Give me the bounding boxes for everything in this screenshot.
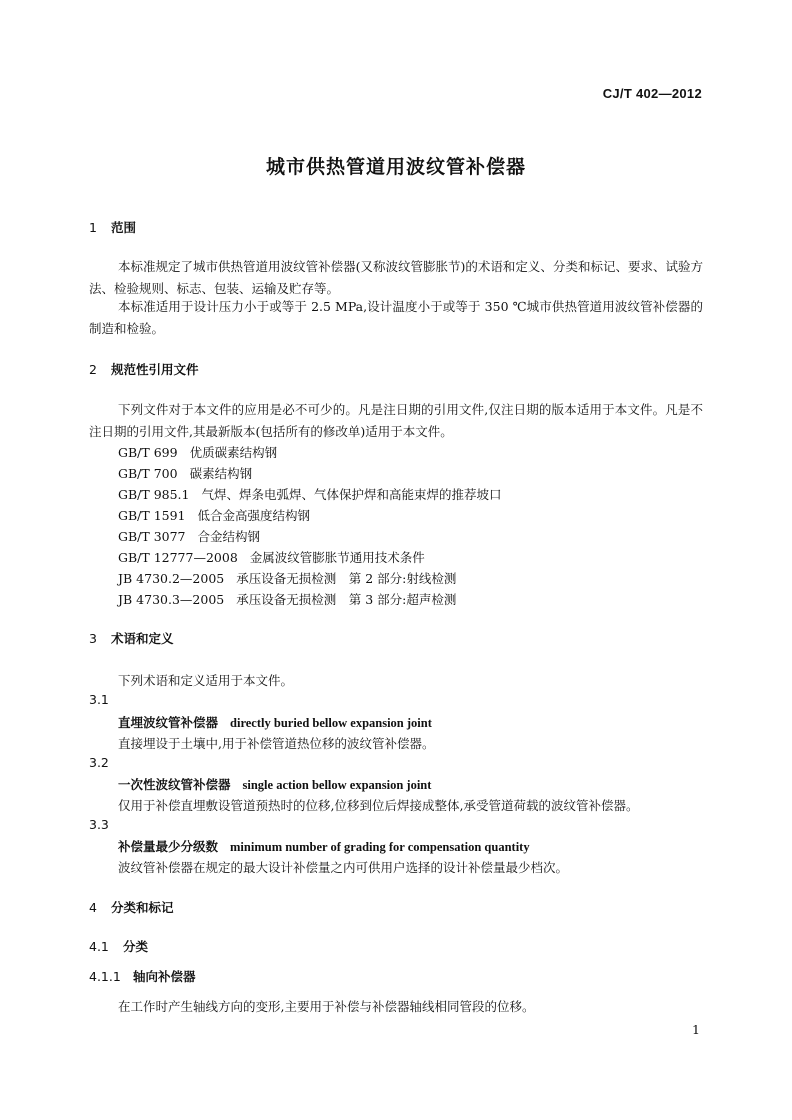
term-definition: 仅用于补偿直埋敷设管道预热时的位移,位移到位后焊接成整体,承受管道荷载的波纹管补偿器。	[118, 798, 639, 813]
reference-item	[118, 443, 277, 461]
reference-name: 承压设备无损检测 第 3 部分:超声检测	[236, 592, 457, 607]
term-number: 3.3	[89, 817, 109, 832]
reference-code: JB 4730.3—2005	[118, 592, 225, 607]
reference-code: GB/T 3077	[118, 529, 186, 544]
reference-item	[118, 485, 502, 503]
section-number: 4	[89, 900, 97, 915]
term-chinese: 一次性波纹管补偿器	[118, 777, 231, 792]
reference-item	[118, 569, 456, 587]
reference-name: 碳素结构钢	[189, 466, 253, 481]
term-definition: 波纹管补偿器在规定的最大设计补偿量之内可供用户选择的设计补偿量最少档次。	[118, 860, 569, 875]
section-title: 分类和标记	[111, 900, 174, 915]
subsection-4-1-heading	[89, 937, 148, 955]
subsection-title: 分类	[123, 939, 149, 954]
section-2-intro: 下列文件对于本文件的应用是必不可少的。凡是注日期的引用文件,仅注日期的版本适用于本文件。凡是不注日期的引用文件,其最新版本(包括所有的修改单)适用于本文件。	[89, 402, 703, 439]
reference-item	[118, 506, 310, 524]
reference-code: GB/T 985.1	[118, 487, 190, 502]
section-4-paragraph: 在工作时产生轴线方向的变形,主要用于补偿与补偿器轴线相同管段的位移。	[118, 999, 535, 1014]
section-title: 规范性引用文件	[111, 362, 199, 377]
section-3-intro: 下列术语和定义适用于本文件。	[118, 673, 294, 688]
term-english: directly buried bellow expansion joint	[230, 716, 432, 730]
term-english: minimum number of grading for compensation quantity	[230, 840, 530, 854]
reference-item	[118, 590, 456, 608]
term-definition: 直接埋设于土壤中,用于补偿管道热位移的波纹管补偿器。	[118, 736, 435, 751]
term-heading	[118, 775, 431, 793]
section-2-heading	[89, 360, 199, 378]
section-1-paragraph-1: 本标准规定了城市供热管道用波纹管补偿器(又称波纹管膨胀节)的术语和定义、分类和标记、要求、试验方法、检验规则、标志、包装、运输及贮存等。	[89, 259, 703, 296]
reference-name: 优质碳素结构钢	[189, 445, 278, 460]
document-code: CJ/T 402—2012	[602, 86, 702, 101]
reference-name: 金属波纹管膨胀节通用技术条件	[249, 550, 425, 565]
term-number: 3.2	[89, 755, 109, 770]
reference-item	[118, 464, 252, 482]
section-1-paragraph-2: 本标准适用于设计压力小于或等于 2.5 MPa,设计温度小于或等于 350 ℃城市供热管道用波纹管补偿器的制造和检验。	[89, 299, 703, 336]
subsection-number: 4.1.1	[89, 969, 121, 984]
page-number: 1	[692, 1022, 700, 1037]
subsection-number: 4.1	[89, 939, 109, 954]
subsection-4-1-1-heading	[89, 967, 196, 985]
section-number: 1	[89, 220, 97, 235]
term-number: 3.1	[89, 692, 109, 707]
section-3-heading	[89, 629, 174, 647]
reference-code: JB 4730.2—2005	[118, 571, 225, 586]
reference-name: 合金结构钢	[197, 529, 261, 544]
reference-name: 气焊、焊条电弧焊、气体保护焊和高能束焊的推荐坡口	[201, 487, 502, 502]
subsection-title: 轴向补偿器	[133, 969, 196, 984]
document-title: 城市供热管道用波纹管补偿器	[265, 156, 526, 178]
reference-code: GB/T 1591	[118, 508, 186, 523]
reference-code: GB/T 12777—2008	[118, 550, 238, 565]
reference-code: GB/T 700	[118, 466, 178, 481]
reference-name: 承压设备无损检测 第 2 部分:射线检测	[236, 571, 457, 586]
section-number: 3	[89, 631, 97, 646]
section-number: 2	[89, 362, 97, 377]
term-chinese: 补偿量最少分级数	[118, 839, 219, 854]
reference-code: GB/T 699	[118, 445, 178, 460]
reference-name: 低合金高强度结构钢	[197, 508, 311, 523]
term-heading	[118, 713, 432, 731]
section-4-heading	[89, 898, 174, 916]
term-chinese: 直埋波纹管补偿器	[118, 715, 219, 730]
reference-item	[118, 548, 425, 566]
section-title: 术语和定义	[111, 631, 174, 646]
section-1-heading	[89, 218, 136, 236]
section-title: 范围	[111, 220, 137, 235]
term-heading	[118, 837, 530, 855]
reference-item	[118, 527, 260, 545]
term-english: single action bellow expansion joint	[242, 778, 432, 792]
